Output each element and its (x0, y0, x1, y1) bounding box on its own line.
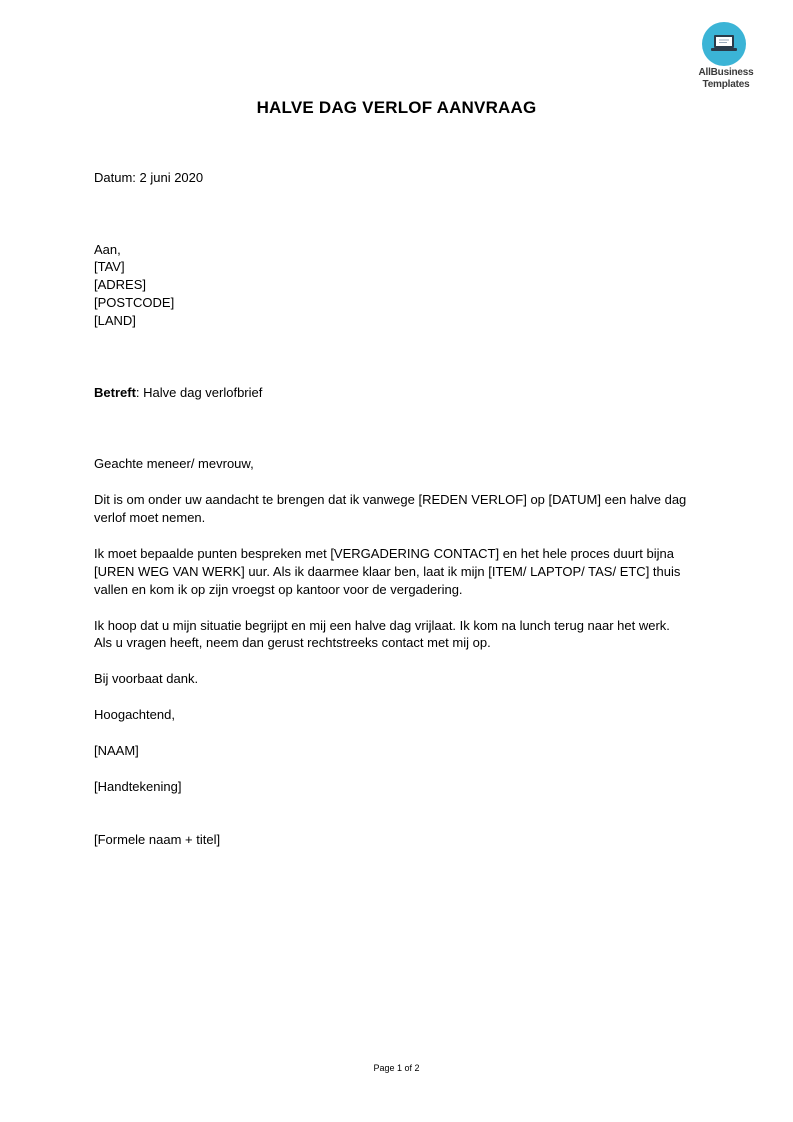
paragraph2-line2: [UREN WEG VAN WERK] uur. Als ik daarmee klaar ben, laat ik mijn [ITEM/ LAPTOP/ TAS/ ETC] thuis (94, 564, 681, 579)
address-street: [ADRES] (94, 277, 147, 292)
thanks-line: Bij voorbaat dank. (94, 671, 199, 686)
subject-line (94, 384, 262, 402)
paragraph3-line1: Ik hoop dat u mijn situatie begrijpt en mij een halve dag vrijlaat. Ik kom na lunch terug naar het werk. (94, 618, 670, 633)
closing-line: Hoogachtend, (94, 707, 175, 722)
address-country: [LAND] (94, 313, 136, 328)
paragraph2-line1: Ik moet bepaalde punten bespreken met [VERGADERING CONTACT] en het hele proces duurt bijna (94, 546, 674, 561)
logo-text (690, 67, 762, 91)
name-placeholder: [NAAM] (94, 743, 139, 758)
address-attn: [TAV] (94, 259, 125, 274)
date-line: Datum: 2 juni 2020 (94, 170, 204, 185)
laptop-icon (702, 22, 746, 66)
logo (690, 22, 762, 94)
document-title: HALVE DAG VERLOF AANVRAAG (256, 98, 537, 117)
subject-text: : Halve dag verlofbrief (135, 385, 263, 400)
paragraph1-line2: verlof moet nemen. (94, 510, 206, 525)
address-to: Aan, (94, 242, 121, 257)
page-footer: Page 1 of 2 (373, 1063, 420, 1073)
address-postcode: [POSTCODE] (94, 295, 175, 310)
logo-line1: AllBusiness (698, 67, 754, 78)
salutation: Geachte meneer/ mevrouw, (94, 456, 254, 471)
subject-label: Betreft (94, 385, 136, 400)
paragraph1-line1: Dit is om onder uw aandacht te brengen dat ik vanwege [REDEN VERLOF] op [DATUM] een halve dag (94, 492, 687, 507)
logo-line2: Templates (702, 79, 750, 90)
paragraph3-line2: Als u vragen heeft, neem dan gerust rechtstreeks contact met mij op. (94, 635, 491, 650)
signature-placeholder: [Handtekening] (94, 779, 182, 794)
paragraph2-line3: vallen en kom ik op zijn vroegst op kantoor voor de vergadering. (94, 582, 463, 597)
formal-name-placeholder: [Formele naam + titel] (94, 832, 221, 847)
